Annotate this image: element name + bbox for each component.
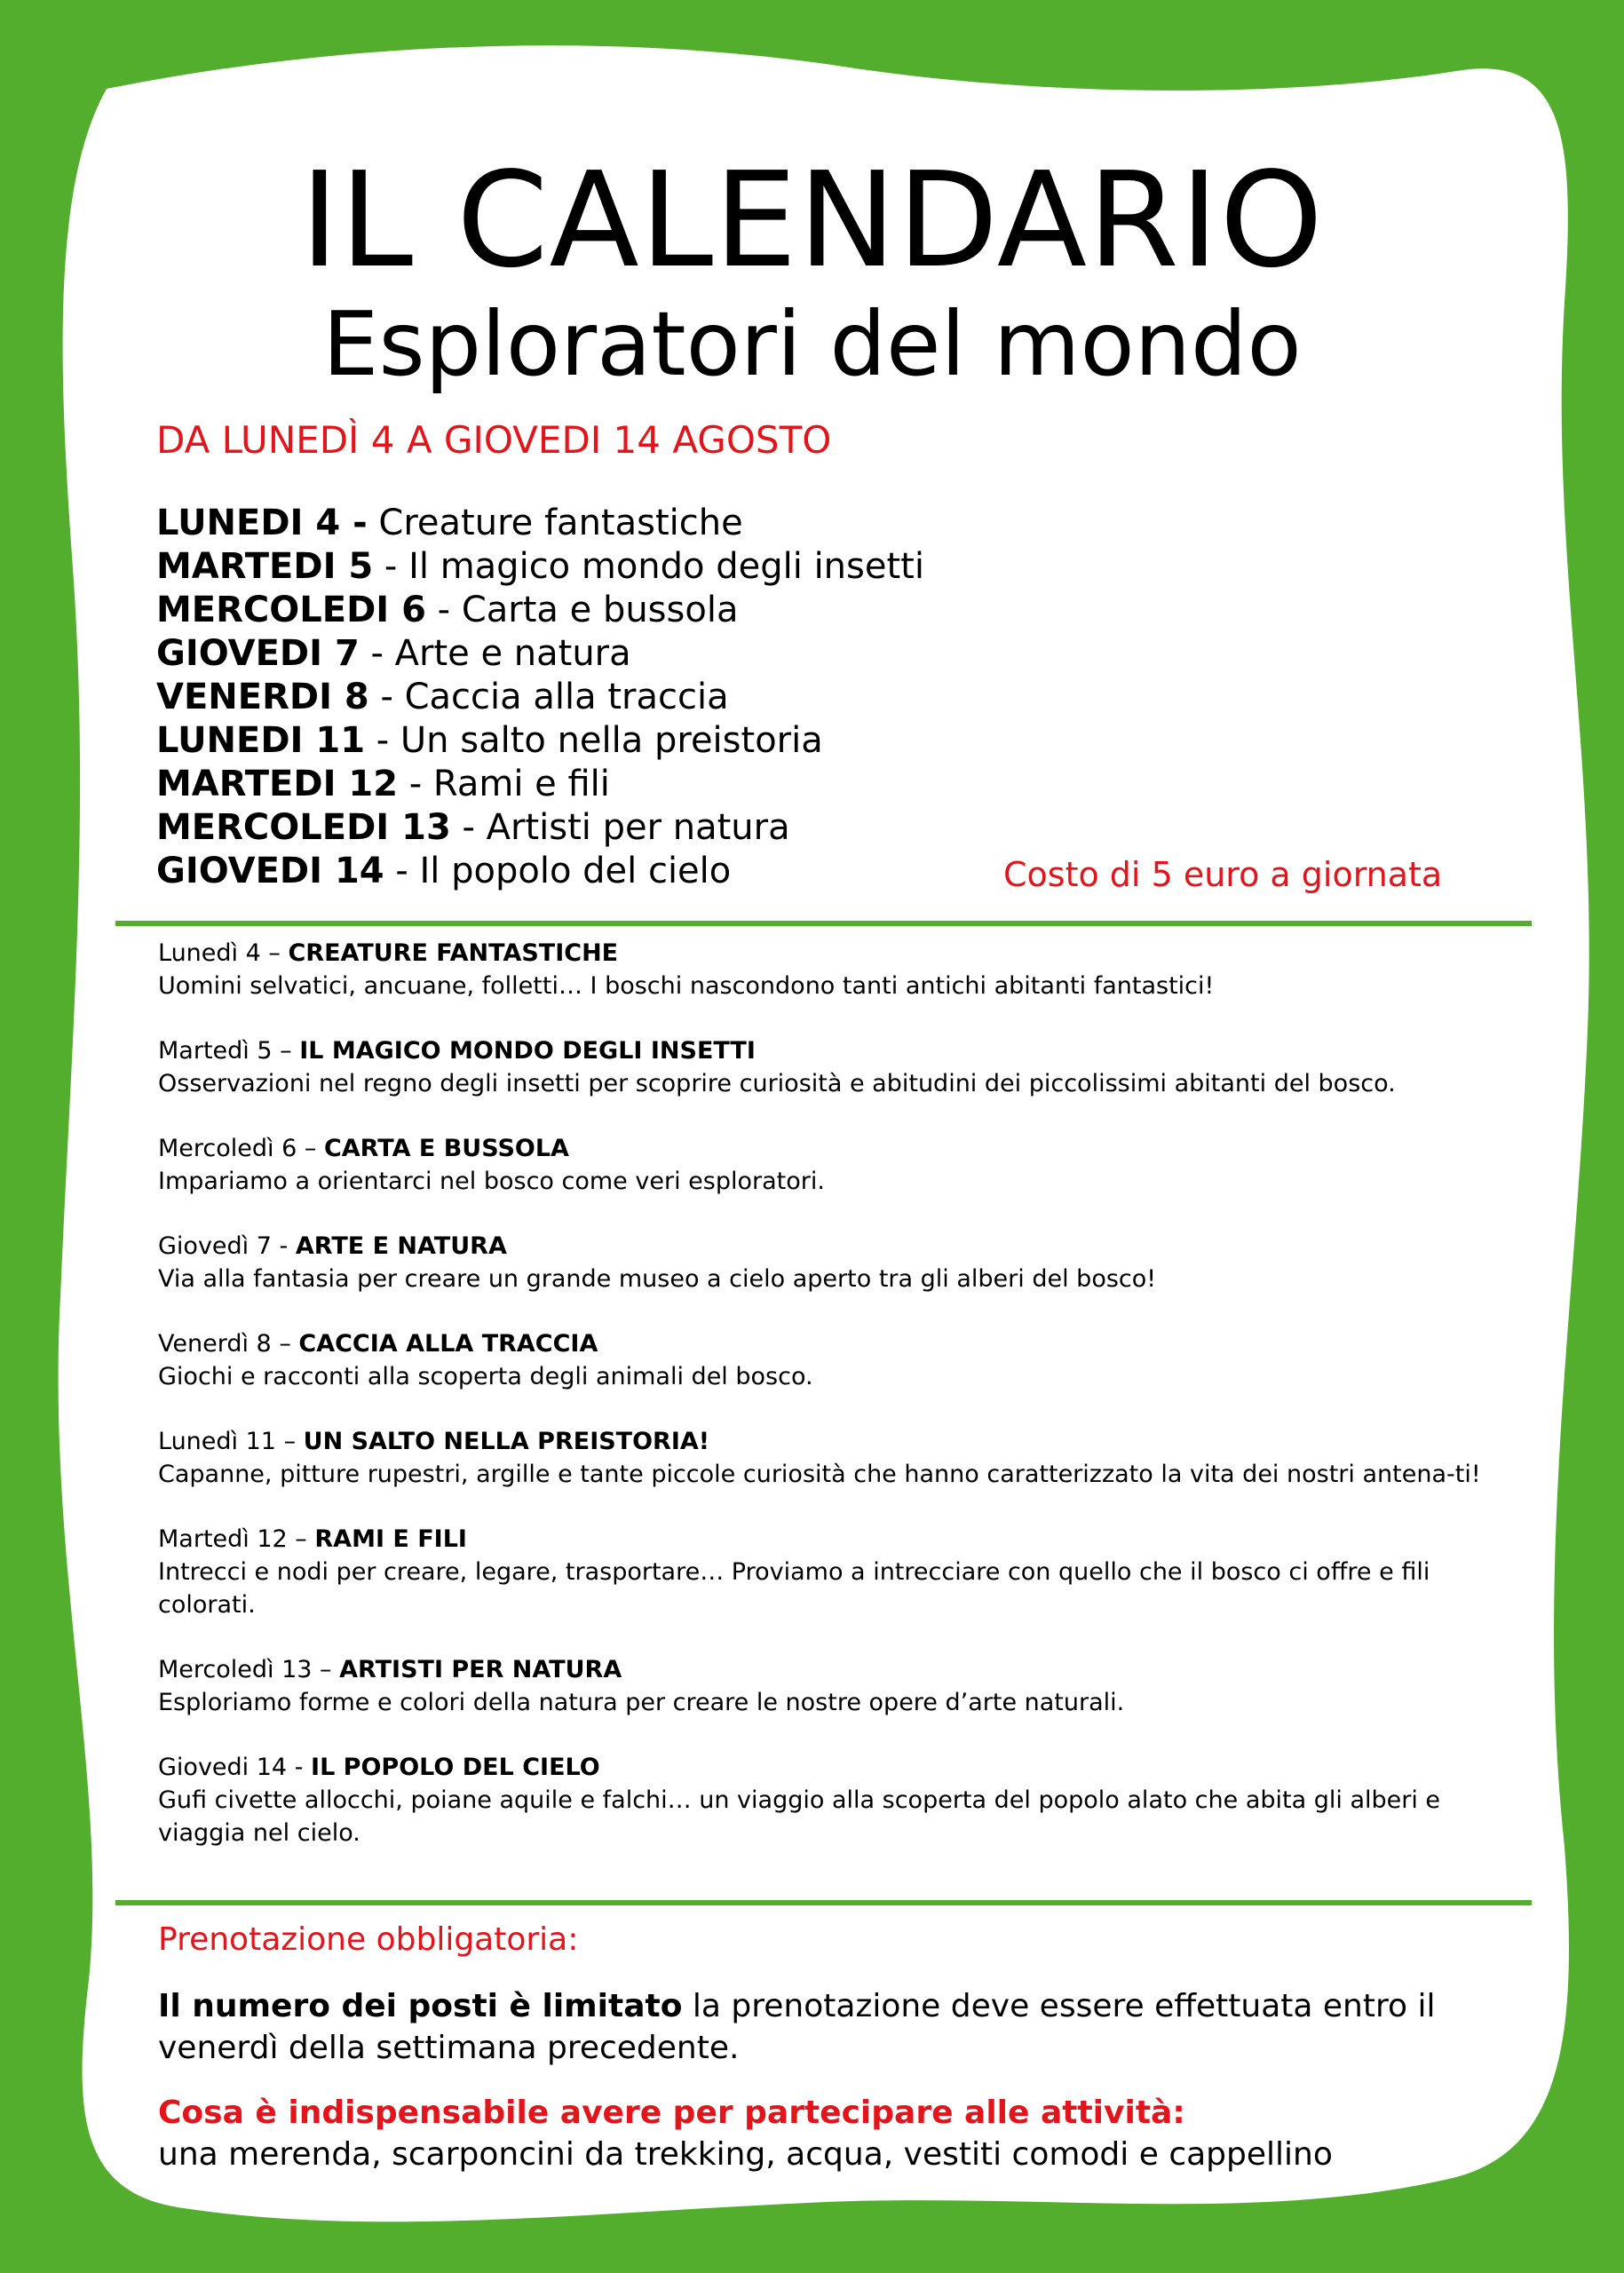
- detail-description: Capanne, pitture rupestri, argille e tante piccole curiosità che hanno caratterizzato la vita dei nostri antena-ti!: [158, 1461, 1481, 1488]
- detail-heading: [158, 1034, 1481, 1067]
- detail-heading: [158, 937, 1481, 970]
- detail-day: Giovedì 7 -: [158, 1232, 296, 1260]
- schedule-item: [156, 632, 924, 676]
- detail-day: Venerdì 8 –: [158, 1330, 299, 1358]
- detail-entry: [158, 1230, 1481, 1295]
- detail-heading: [158, 1327, 1481, 1360]
- section-divider-top: [115, 921, 1532, 926]
- booking-note-rest: la prenotazione deve essere effettuata entro il venerdì della settimana precedente.: [158, 1988, 1436, 2066]
- detail-heading: [158, 1751, 1481, 1784]
- schedule-item: [156, 763, 924, 806]
- detail-description: Giochi e racconti alla scoperta degli animali del bosco.: [158, 1363, 813, 1390]
- detail-description: Esploriamo forme e colori della natura per creare le nostre opere d’arte naturali.: [158, 1689, 1125, 1716]
- detail-title: ARTISTI PER NATURA: [339, 1656, 622, 1683]
- schedule-item: [156, 676, 924, 719]
- page-subtitle: Esploratori del mondo: [322, 292, 1302, 396]
- detail-title: UN SALTO NELLA PREISTORIA!: [303, 1428, 710, 1455]
- detail-heading: [158, 1653, 1481, 1686]
- detail-title: CARTA E BUSSOLA: [323, 1135, 569, 1162]
- detail-day: Mercoledì 13 –: [158, 1656, 340, 1683]
- schedule-day: MERCOLEDI 13: [156, 807, 451, 848]
- detail-heading: [158, 1230, 1481, 1263]
- detail-title: ARTE E NATURA: [295, 1232, 507, 1260]
- schedule-day: MARTEDI 5: [156, 546, 374, 587]
- detail-day: Lunedì 11 –: [158, 1428, 304, 1455]
- detail-title: CACCIA ALLA TRACCIA: [298, 1330, 598, 1358]
- detail-description: Intrecci e nodi per creare, legare, trasportare… Proviamo a intrecciare con quello che il bosco ci offre e fili colorati.: [158, 1558, 1430, 1619]
- schedule-item: [156, 589, 924, 632]
- schedule-day: LUNEDI 11: [156, 720, 366, 761]
- detail-heading: [158, 1425, 1481, 1458]
- detail-day: Giovedi 14 -: [158, 1754, 312, 1781]
- schedule-day: MARTEDI 12: [156, 764, 399, 804]
- detail-entry: [158, 1425, 1481, 1491]
- section-divider-bottom: [115, 1900, 1532, 1905]
- detail-entry: [158, 1327, 1481, 1393]
- schedule-activity: - Il popolo del cielo: [384, 851, 732, 891]
- detail-day: Martedì 12 –: [158, 1525, 315, 1553]
- schedule-list: [156, 502, 924, 893]
- date-range: DA LUNEDÌ 4 A GIOVEDI 14 AGOSTO: [156, 418, 832, 462]
- detail-title: IL MAGICO MONDO DEGLI INSETTI: [299, 1037, 756, 1065]
- schedule-day: MERCOLEDI 6: [156, 590, 426, 630]
- schedule-activity: - Artisti per natura: [450, 807, 790, 848]
- schedule-item: [156, 545, 924, 589]
- detail-heading: [158, 1132, 1481, 1165]
- detail-entry: [158, 1523, 1481, 1621]
- detail-heading: [158, 1523, 1481, 1556]
- schedule-item: [156, 719, 924, 763]
- activity-details: [158, 937, 1481, 1881]
- detail-title: RAMI E FILI: [314, 1525, 467, 1553]
- schedule-day: LUNEDI 4 -: [156, 503, 368, 543]
- booking-note: [158, 1985, 1490, 2069]
- booking-heading: Prenotazione obbligatoria:: [158, 1921, 579, 1958]
- schedule-day: VENERDI 8: [156, 677, 369, 717]
- detail-entry: [158, 937, 1481, 1002]
- detail-title: IL POPOLO DEL CIELO: [311, 1754, 600, 1781]
- detail-day: Martedì 5 –: [158, 1037, 300, 1065]
- schedule-activity: - Caccia alla traccia: [368, 677, 729, 717]
- schedule-activity: Creature fantastiche: [367, 503, 743, 543]
- page-title: IL CALENDARIO: [300, 144, 1324, 297]
- schedule-item: [156, 850, 924, 893]
- schedule-activity: - Arte e natura: [359, 633, 631, 674]
- booking-note-strong: Il numero dei posti è limitato: [158, 1988, 683, 2024]
- requirements-heading: Cosa è indispensabile avere per partecipare alle attività:: [158, 2095, 1185, 2131]
- schedule-activity: - Carta e bussola: [425, 590, 739, 630]
- schedule-item: [156, 502, 924, 545]
- detail-entry: [158, 1653, 1481, 1719]
- schedule-day: GIOVEDI 14: [156, 851, 384, 891]
- detail-description: Gufi civette allocchi, poiane aquile e falchi… un viaggio alla scoperta del popolo alato che abita gli alberi e viaggia nel cielo.: [158, 1786, 1441, 1847]
- booking-section: [158, 1918, 1490, 2175]
- schedule-item: [156, 806, 924, 850]
- schedule-activity: - Rami e fili: [398, 764, 610, 804]
- detail-entry: [158, 1132, 1481, 1198]
- detail-description: Uomini selvatici, ancuane, folletti… I boschi nascondono tanti antichi abitanti fantastici!: [158, 972, 1215, 1000]
- detail-day: Mercoledì 6 –: [158, 1135, 324, 1162]
- schedule-day: GIOVEDI 7: [156, 633, 360, 674]
- requirements-list: una merenda, scarponcini da trekking, acqua, vestiti comodi e cappellino: [158, 2136, 1333, 2173]
- schedule-activity: - Il magico mondo degli insetti: [373, 546, 924, 587]
- detail-description: Osservazioni nel regno degli insetti per scoprire curiosità e abitudini dei piccolissimi abitanti del bosco.: [158, 1070, 1396, 1097]
- cost-note: Costo di 5 euro a giornata: [1003, 855, 1443, 894]
- detail-entry: [158, 1751, 1481, 1849]
- detail-entry: [158, 1034, 1481, 1100]
- detail-description: Impariamo a orientarci nel bosco come veri esploratori.: [158, 1168, 825, 1195]
- detail-day: Lunedì 4 –: [158, 939, 289, 967]
- detail-description: Via alla fantasia per creare un grande museo a cielo aperto tra gli alberi del bosco!: [158, 1265, 1157, 1293]
- schedule-activity: - Un salto nella preistoria: [365, 720, 823, 761]
- detail-title: CREATURE FANTASTICHE: [288, 939, 619, 967]
